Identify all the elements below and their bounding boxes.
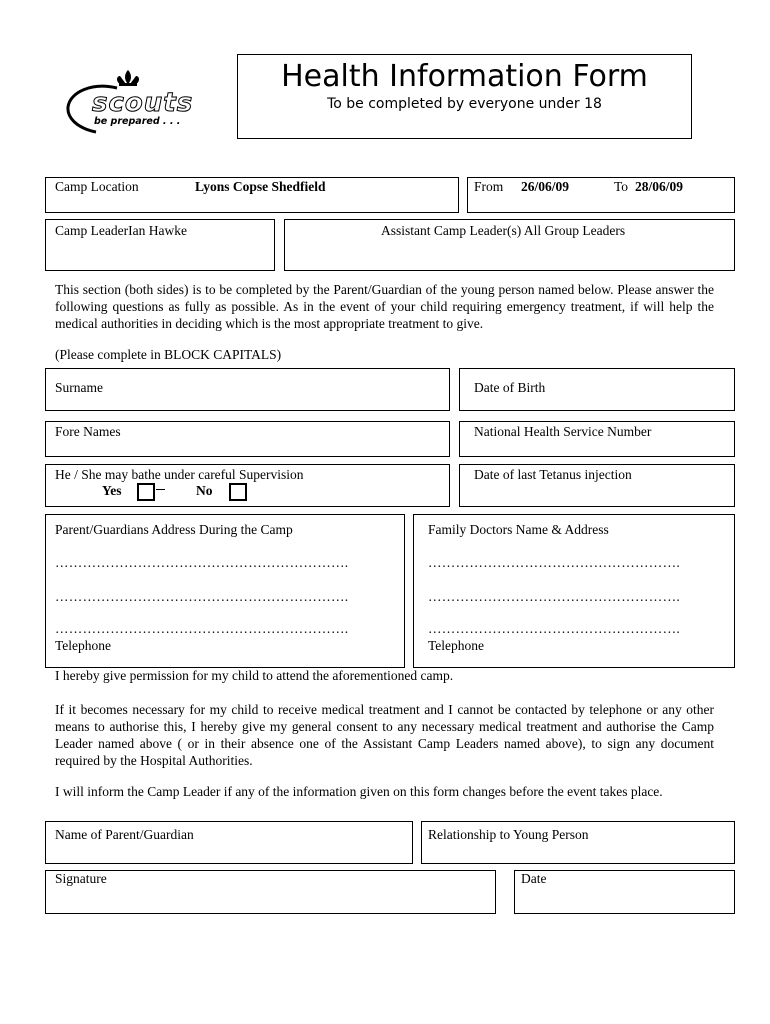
parent-telephone-label: Telephone [55,638,112,653]
doctor-telephone-label: Telephone [428,638,485,653]
page-title: Health Information Form [281,59,648,94]
parent-address-label: Parent/Guardians Address During the Camp [55,522,293,537]
inform-text: I will inform the Camp Leader if any of the information given on this form changes before the event takes place. [55,784,663,799]
camp-leader-text [55,223,187,239]
scouts-logo [62,62,212,142]
doctor-line-2[interactable]: ………………………………………………. [428,589,681,604]
to-label: To [614,179,629,194]
nhs-number-label: National Health Service Number [474,424,652,439]
doctor-address-box [413,514,735,668]
tetanus-field[interactable] [459,464,735,507]
camp-location-label: Camp Location [55,179,139,194]
fore-names-label: Fore Names [55,424,121,439]
date-field[interactable] [514,870,735,914]
surname-field[interactable] [45,368,450,411]
page-subtitle: To be completed by everyone under 18 [327,96,602,112]
date-label: Date [521,871,547,886]
surname-label: Surname [55,380,103,395]
title-box [237,54,692,139]
relationship-label: Relationship to Young Person [428,827,589,842]
camp-location-value: Lyons Copse Shedfield [195,179,326,194]
parent-name-field[interactable] [45,821,413,864]
from-label: From [474,179,504,194]
parent-address-box [45,514,405,668]
no-label: No [196,483,213,498]
no-checkbox[interactable] [229,483,247,501]
address-line-1[interactable]: ………………………………………………………. [55,555,349,570]
logo-tagline: be prepared . . . [94,116,181,127]
assistant-leader-value: All Group Leaders [523,223,626,238]
doctor-address-label: Family Doctors Name & Address [428,522,609,537]
address-line-3[interactable]: ………………………………………………………. [55,621,349,636]
yes-label: Yes [102,483,122,498]
fore-names-field[interactable] [45,421,450,457]
assistant-leader-label: Assistant Camp Leader(s) [381,223,522,238]
nhs-number-field[interactable] [459,421,735,457]
bathe-supervision-box [45,464,450,507]
from-value: 26/06/09 [521,179,570,194]
intro-note: (Please complete in BLOCK CAPITALS) [55,347,282,362]
permission-text: I hereby give permission for my child to attend the aforementioned camp. [55,668,454,683]
camp-leader-value: Ian Hawke [128,223,187,238]
logo-brand: scouts [92,88,194,118]
tetanus-label: Date of last Tetanus injection [474,467,632,482]
signature-label: Signature [55,871,107,886]
dob-label: Date of Birth [474,380,546,395]
yes-checkbox[interactable] [137,483,155,501]
doctor-line-1[interactable]: ………………………………………………. [428,555,681,570]
camp-leader-box [45,219,275,271]
bathe-label: He / She may bathe under careful Supervision [55,467,304,482]
medical-consent-text: If it becomes necessary for my child to receive medical treatment and I cannot be contacted by telephone or any other means to authorise this, I hereby give my general consent to any necessary medical treatment and authorise the Camp Leader named above ( or in their absence one of the Assistant Camp Leaders named above), to sign any document required by the Hospital Authorities. [55,702,714,768]
yes-checkbox-tick-mark [156,489,165,490]
doctor-line-3[interactable]: ………………………………………………. [428,621,681,636]
to-value: 28/06/09 [635,179,684,194]
signature-field[interactable] [45,870,496,914]
parent-name-label: Name of Parent/Guardian [55,827,194,842]
address-line-2[interactable]: ………………………………………………………. [55,589,349,604]
camp-leader-label: Camp Leader [55,223,129,238]
assistant-leader-box [284,219,735,271]
relationship-field[interactable] [421,821,735,864]
camp-location-box [45,177,459,213]
assistant-leader-text [381,223,625,239]
camp-dates-box [467,177,735,213]
intro-paragraph: This section (both sides) is to be completed by the Parent/Guardian of the young person named below. Please answer the following questions as fully as possible. As in the event of your child requiring emergency treatment, if will help the medical authorities in deciding which is the most appropriate treatment to give. [55,282,714,331]
dob-field[interactable] [459,368,735,411]
